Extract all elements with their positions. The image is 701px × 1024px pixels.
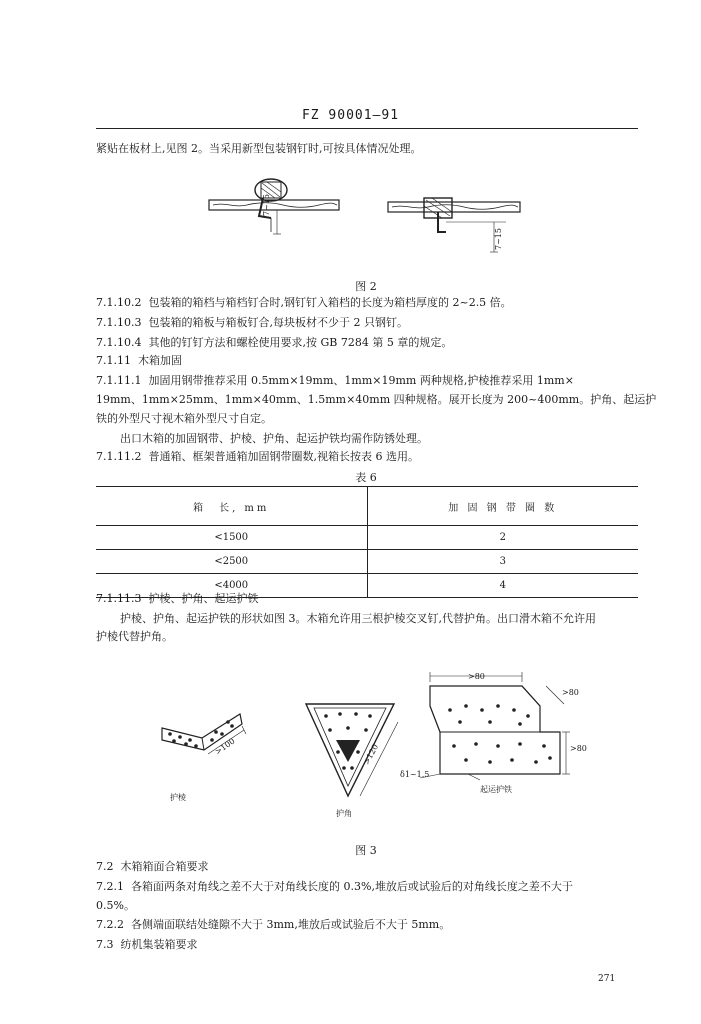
clause-7-1-10-2 bbox=[96, 296, 512, 310]
clause-7-1-11 bbox=[96, 354, 182, 368]
clause-7-1-11-3-line-1: 护棱、护角、起运护铁的形状如图 3。木箱允许用三根护棱交叉钉,代替护角。出口滑木箱不允许用 bbox=[120, 612, 596, 625]
clause-number: 7.1.11.1 bbox=[96, 374, 142, 387]
clause-7-1-11-1-line-2: 19mm、1mm×25mm、1mm×40mm、1.5mm×40mm 四种规格。展开长度为 200~400mm。护角、起运护 bbox=[96, 393, 657, 406]
figure-2-dim-left: 7~15 bbox=[262, 194, 271, 216]
clause-number: 7.1.11.3 bbox=[96, 592, 142, 605]
clause-number: 7.2 bbox=[96, 860, 114, 873]
figure-3-dim-80-mid: >80 bbox=[570, 744, 587, 753]
document-code: FZ 90001—91 bbox=[301, 108, 400, 123]
clause-text: 加固用钢带推荐采用 0.5mm×19mm、1mm×19mm 两种规格,护棱推荐采用 1mm× bbox=[148, 374, 574, 387]
clause-7-1-11-3 bbox=[96, 592, 258, 606]
table-header-box-length: 箱 长, mm bbox=[96, 487, 367, 526]
clause-number: 7.1.10.3 bbox=[96, 316, 142, 329]
figure-3-corner-guard-drawing bbox=[300, 700, 400, 800]
clause-number: 7.1.10.4 bbox=[96, 336, 142, 349]
page-number: 271 bbox=[598, 974, 616, 984]
figure-3-dim-120: >120 bbox=[361, 742, 381, 767]
table-row bbox=[96, 550, 638, 574]
clause-text: 其他的钉钉方法和螺栓使用要求,按 GB 7284 第 5 章的规定。 bbox=[148, 336, 453, 349]
figure-3-dim-thickness: δ1~1.5 bbox=[400, 770, 430, 779]
clause-text: 各箱面两条对角线之差不大于对角线长度的 0.3%,堆放后或试验后的对角线长度之差不大于 bbox=[131, 880, 573, 893]
clause-7-1-11-1-line-4: 出口木箱的加固钢带、护棱、护角、起运护铁均需作防锈处理。 bbox=[120, 432, 428, 445]
figure-3-dim-80-top: >80 bbox=[468, 672, 485, 681]
clause-number: 7.1.10.2 bbox=[96, 296, 142, 309]
clause-text: 包装箱的箱档与箱档钉合时,钢钉钉入箱档的长度为箱档厚度的 2~2.5 倍。 bbox=[148, 296, 512, 309]
figure-3-label-corner-guard: 护角 bbox=[336, 809, 352, 818]
figure-2-left-nail-diagram bbox=[205, 172, 345, 252]
clause-text: 包装箱的箱板与箱板钉合,每块板材不少于 2 只钢钉。 bbox=[148, 316, 408, 329]
clause-number: 7.2.2 bbox=[96, 918, 124, 931]
table-cell: 3 bbox=[367, 550, 638, 574]
figure-3-caption: 图 3 bbox=[355, 844, 377, 857]
clause-text: 各侧端面联结处缝隙不大于 3mm,堆放后或试验后不大于 5mm。 bbox=[131, 918, 451, 931]
clause-number: 7.3 bbox=[96, 938, 114, 951]
figure-3-lifting-guard-drawing bbox=[420, 666, 570, 786]
clause-number: 7.2.1 bbox=[96, 880, 124, 893]
table-6-title: 表 6 bbox=[355, 471, 377, 484]
clause-text: 普通箱、框架普通箱加固钢带圈数,视箱长按表 6 选用。 bbox=[148, 450, 419, 463]
clause-7-2-1 bbox=[96, 880, 573, 894]
clause-7-1-11-3-line-2: 护棱代替护角。 bbox=[96, 630, 173, 643]
clause-7-2 bbox=[96, 860, 209, 874]
figure-3-dim-100: >100 bbox=[213, 736, 237, 757]
table-header-band-count: 加 固 钢 带 圈 数 bbox=[367, 487, 638, 526]
clause-7-3 bbox=[96, 938, 198, 952]
clause-7-2-2 bbox=[96, 918, 450, 932]
clause-7-1-10-4 bbox=[96, 336, 452, 350]
table-cell: 4 bbox=[367, 574, 638, 598]
clause-7-1-11-1-line-1 bbox=[96, 374, 574, 388]
figure-2-right-nail-diagram bbox=[386, 192, 526, 262]
table-header-row bbox=[96, 487, 638, 526]
header-rule bbox=[96, 128, 638, 129]
figure-2-dim-right: 7~15 bbox=[494, 228, 503, 250]
table-cell: <1500 bbox=[96, 526, 367, 550]
figure-3-label-edge-guard: 护棱 bbox=[170, 793, 186, 802]
figure-3-dim-80-right: >80 bbox=[562, 688, 579, 697]
clause-7-1-11-2 bbox=[96, 450, 419, 464]
table-6 bbox=[96, 486, 638, 598]
intro-line: 紧贴在板材上,见图 2。当采用新型包装钢钉时,可按具体情况处理。 bbox=[96, 142, 422, 155]
table-row bbox=[96, 526, 638, 550]
clause-7-2-1-continued: 0.5%。 bbox=[96, 899, 135, 912]
table-cell: <4000 bbox=[96, 574, 367, 598]
clause-7-1-11-1-line-3: 铁的外型尺寸视木箱外型尺寸自定。 bbox=[96, 412, 272, 425]
clause-number: 7.1.11 bbox=[96, 354, 131, 367]
clause-number: 7.1.11.2 bbox=[96, 450, 142, 463]
clause-title: 护棱、护角、起运护铁 bbox=[148, 592, 259, 605]
clause-7-1-10-3 bbox=[96, 316, 408, 330]
table-cell: 2 bbox=[367, 526, 638, 550]
table-cell: <2500 bbox=[96, 550, 367, 574]
clause-text: 纺机集装箱要求 bbox=[120, 938, 198, 951]
figure-2-caption: 图 2 bbox=[355, 280, 377, 293]
clause-text: 木箱箱面合箱要求 bbox=[120, 860, 209, 873]
figure-3-label-lifting-guard: 起运护铁 bbox=[480, 785, 512, 794]
clause-text: 木箱加固 bbox=[138, 354, 182, 367]
